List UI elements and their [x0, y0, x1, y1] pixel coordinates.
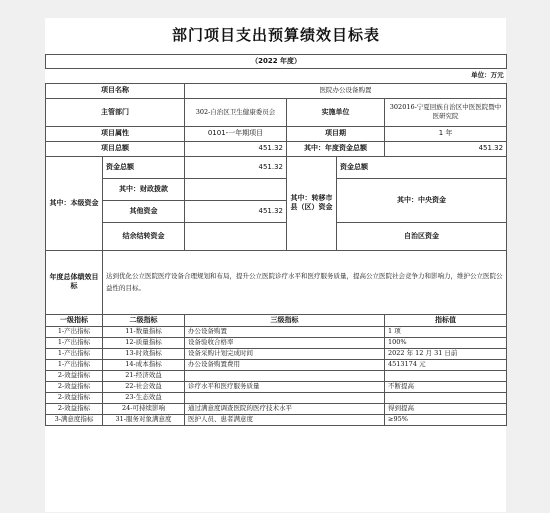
- budget-table: [45, 18, 507, 426]
- col-header-level2: 二级指标: [103, 314, 185, 326]
- indicator-level1: 3-满意度指标: [46, 414, 103, 425]
- impl-unit-value: 302016-宁夏回族自治区中医医院暨中医研究院: [385, 98, 507, 126]
- unit-label: 单位：万元: [46, 68, 507, 83]
- fiscal-year: （2022 年度）: [46, 54, 507, 68]
- year-total-label: 其中：年度资金总额: [287, 141, 385, 156]
- indicator-value: ≥95%: [385, 414, 507, 425]
- project-total-label: 项目总额: [46, 141, 185, 156]
- indicator-level1: 2-效益指标: [46, 392, 103, 403]
- indicator-level1: 1-产出指标: [46, 337, 103, 348]
- indicator-level2: 14-成本指标: [103, 359, 185, 370]
- indicator-row: [46, 337, 507, 348]
- indicator-value: 得到提高: [385, 403, 507, 414]
- finance-value: [185, 178, 287, 200]
- indicator-level1: 1-产出指标: [46, 359, 103, 370]
- indicator-row: [46, 381, 507, 392]
- indicator-row: [46, 326, 507, 337]
- indicator-row: [46, 392, 507, 403]
- indicator-level2: 31-服务对象满意度: [103, 414, 185, 425]
- indicator-value: 4513174 元: [385, 359, 507, 370]
- other-funds-value: 451.32: [185, 200, 287, 222]
- indicator-level3: 通过满意度调查医院的医疗技术水平: [185, 403, 385, 414]
- indicator-level1: 2-效益指标: [46, 370, 103, 381]
- funds-total-label: 资金总额: [103, 156, 185, 178]
- central-funds-label: 其中：中央资金: [337, 178, 507, 222]
- col-header-value: 指标值: [385, 314, 507, 326]
- dept-label: 主管部门: [46, 98, 185, 126]
- indicator-row: [46, 414, 507, 425]
- indicator-level3: 办公设备购置: [185, 326, 385, 337]
- performance-target-sheet: [45, 18, 506, 512]
- project-attr-label: 项目属性: [46, 126, 185, 141]
- indicator-value: 不断提高: [385, 381, 507, 392]
- indicator-value: 2022 年 12 月 31 日前: [385, 348, 507, 359]
- other-funds-label: 其他资金: [103, 200, 185, 222]
- indicator-header-row: [46, 314, 507, 326]
- indicator-level3: 办公设备购置费用: [185, 359, 385, 370]
- project-period-label: 项目期: [287, 126, 385, 141]
- own-funds-label: 其中：本级资金: [46, 156, 103, 250]
- finance-label: 其中：财政拨款: [103, 178, 185, 200]
- indicator-level2: 23-生态效益: [103, 392, 185, 403]
- annual-goal-label: 年度总体绩效目标: [46, 250, 103, 314]
- indicator-level3: [185, 392, 385, 403]
- dept-value: 302-自治区卫生健康委员会: [185, 98, 287, 126]
- indicator-level1: 2-效益指标: [46, 381, 103, 392]
- indicator-row: [46, 348, 507, 359]
- year-total-value: 451.32: [385, 141, 507, 156]
- indicator-level3: 诊疗水平和医疗服务质量: [185, 381, 385, 392]
- indicator-level2: 11-数量指标: [103, 326, 185, 337]
- indicator-level3: 医护人员、患者满意度: [185, 414, 385, 425]
- indicator-level2: 21-经济效益: [103, 370, 185, 381]
- indicator-level2: 12-质量指标: [103, 337, 185, 348]
- project-attr-value: 0101-一年期项目: [185, 126, 287, 141]
- project-total-value: 451.32: [185, 141, 287, 156]
- indicator-level2: 24-可持续影响: [103, 403, 185, 414]
- annual-goal-text: 达到优化公立医院医疗设备合理规划和布局，提升公立医院诊疗水平和医疗服务质量，提高公立医院社会竞争力和影响力，维护公立医院公益性的目标。: [103, 250, 507, 314]
- transfer-funds-label: 其中：转移市县（区）资金: [287, 156, 337, 250]
- col-header-level3: 三级指标: [185, 314, 385, 326]
- region-funds-label: 自治区资金: [337, 222, 507, 250]
- col-header-level1: 一级指标: [46, 314, 103, 326]
- indicator-level1: 1-产出指标: [46, 348, 103, 359]
- indicator-level3: 设备采购计划完成时间: [185, 348, 385, 359]
- indicator-level3: 设备验收合格率: [185, 337, 385, 348]
- carryover-label: 结余结转资金: [103, 222, 185, 250]
- indicator-value: 100%: [385, 337, 507, 348]
- indicator-level2: 13-时效指标: [103, 348, 185, 359]
- indicator-rows: [46, 326, 507, 425]
- indicator-value: [385, 392, 507, 403]
- indicator-row: [46, 370, 507, 381]
- indicator-row: [46, 359, 507, 370]
- project-period-value: 1 年: [385, 126, 507, 141]
- indicator-level1: 2-效益指标: [46, 403, 103, 414]
- indicator-level1: 1-产出指标: [46, 326, 103, 337]
- page-title: 部门项目支出预算绩效目标表: [46, 18, 507, 54]
- indicator-value: 1 项: [385, 326, 507, 337]
- project-name-value: 医院办公设备购置: [185, 83, 507, 98]
- project-name-label: 项目名称: [46, 83, 185, 98]
- funds-total-value: 451.32: [185, 156, 287, 178]
- indicator-row: [46, 403, 507, 414]
- impl-unit-label: 实施单位: [287, 98, 385, 126]
- indicator-level3: [185, 370, 385, 381]
- indicator-level2: 22-社会效益: [103, 381, 185, 392]
- transfer-total-label: 资金总额: [337, 156, 507, 178]
- carryover-value: [185, 222, 287, 250]
- indicator-value: [385, 370, 507, 381]
